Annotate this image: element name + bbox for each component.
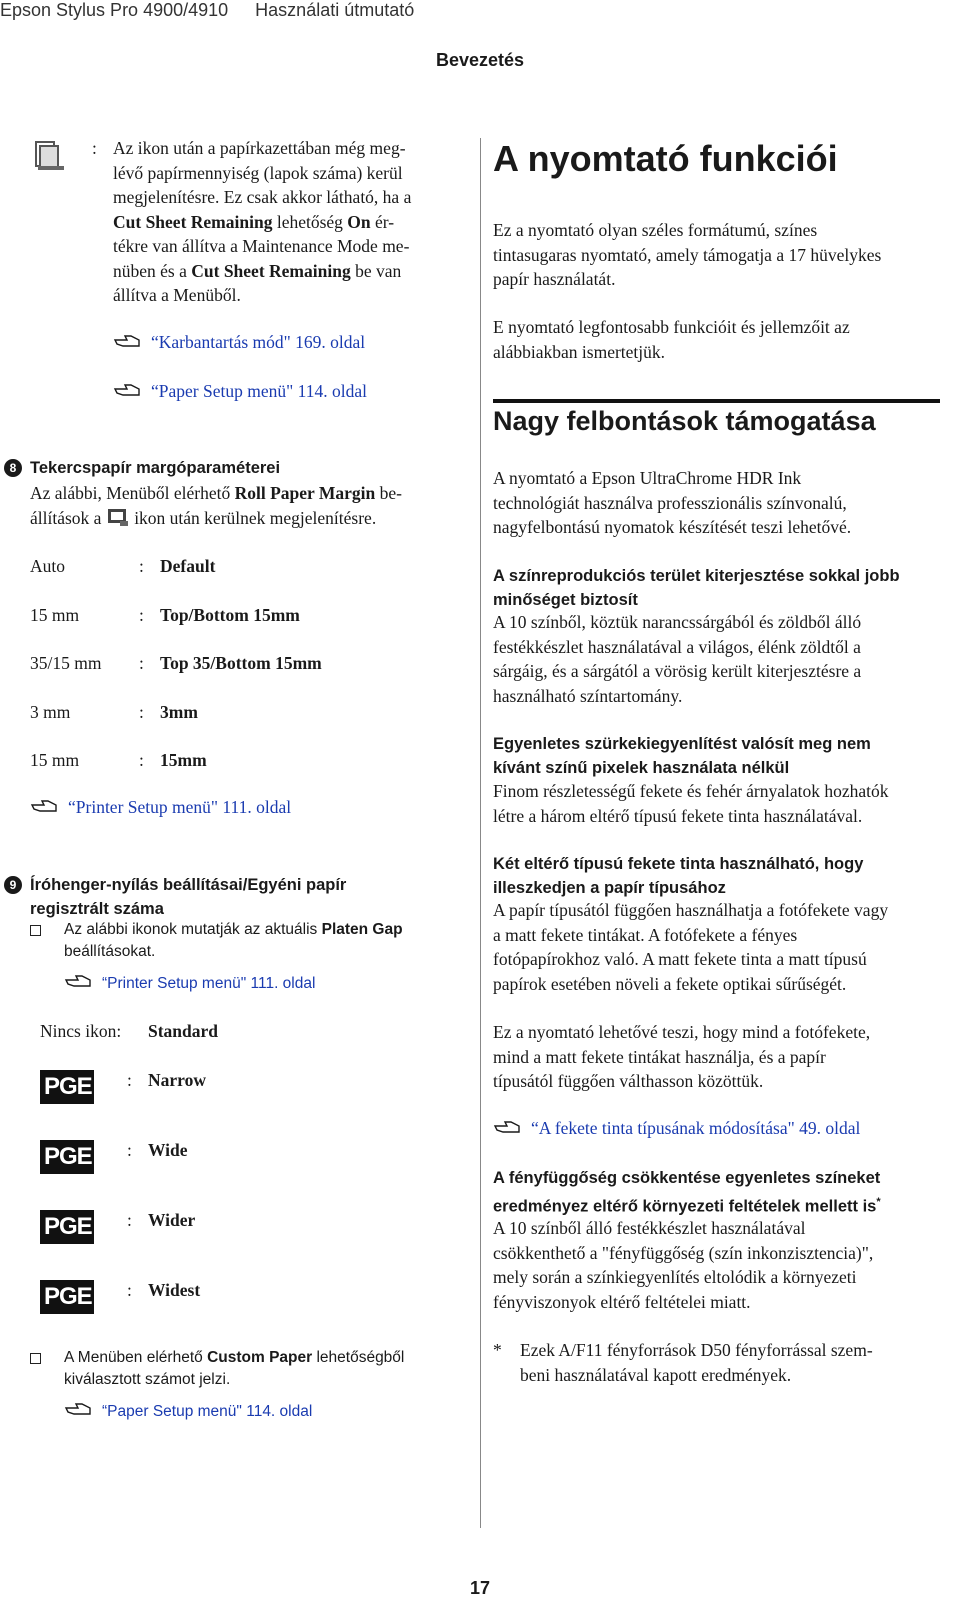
margin-table (30, 554, 470, 797)
step-number-8: 8 (4, 459, 22, 477)
footnote-text: Ezek A/F11 fényforrások D50 fényforrással szem- beni használatával kapott eredmények. (520, 1340, 873, 1385)
bullet-box (30, 925, 41, 936)
pointing-hand-icon (493, 1118, 523, 1136)
footnote-marker: * (493, 1340, 502, 1360)
margin-row: 15 mm : 15mm (30, 750, 207, 770)
gap-narrow: Narrow (148, 1070, 206, 1090)
text-line: Cut Sheet Remaining lehetőség On ér- (113, 211, 395, 232)
link-paper-setup-2[interactable]: “Paper Setup menü" 114. oldal (64, 1400, 312, 1421)
gap-widest: Widest (148, 1280, 201, 1300)
cut-sheet-description (113, 136, 463, 308)
margin-row: 3 mm : 3mm (30, 701, 198, 722)
text-line: Az alábbi, Menüből elérhető Roll Paper Margin be- (30, 483, 402, 503)
black-ink-heading: Két eltérő típusú fekete tinta használható, hogy illeszkedjen a papír típusához (493, 855, 864, 897)
text-line: állítva a Menüből. (113, 285, 241, 305)
gray-balance-paragraph: Finom részletességű fekete és fehér árnyalatok hozhatók létre a három eltérő típusú fekete tinta használatával. (493, 781, 889, 826)
colon: : (127, 1210, 132, 1230)
high-resolution-heading: Nagy felbontások támogatása (493, 406, 876, 436)
platen-gap-wider-icon: PGE (40, 1210, 94, 1244)
intro-paragraph-1: Ez a nyomtató olyan széles formátumú, színes tintasugaras nyomtató, amely támogatja a 17 hüvelykes papír használatát. (493, 220, 882, 289)
text-line: állítások a ikon után kerülnek megjelenítésre. (30, 507, 377, 528)
no-icon-value: Standard (148, 1021, 219, 1041)
margin-row: 35/15 mm : Top 35/Bottom 15mm (30, 653, 322, 673)
link-printer-setup[interactable]: “Printer Setup menü" 111. oldal (30, 797, 291, 818)
colon: : (127, 1280, 132, 1300)
platen-gap-heading: Íróhenger-nyílás beállításai/Egyéni papír regisztrált száma (30, 876, 347, 918)
link-paper-setup[interactable]: “Paper Setup menü" 114. oldal (113, 381, 367, 402)
metamerism-heading: A fényfüggőség csökkentése egyenletes színeket eredményez eltérő környezeti feltételek mellett is* (493, 1169, 881, 1216)
product-name: Epson Stylus Pro 4900/4910 (0, 0, 229, 20)
no-icon-label: Nincs ikon: (40, 1021, 122, 1041)
black-ink-paragraph: A papír típusától függően használhatja a fotófekete vagy a matt fekete tintákat. A fotófekete a fényes fotópapírokhoz való. A matt fekete tinta a matt típusú papírok esetében növeli a fekete optikai sűrűségét. (493, 900, 889, 994)
roll-paper-icon (106, 507, 130, 527)
color-gamut-paragraph: A 10 színből, köztük narancssárgából és zöldből álló festékkészlet használatával a világos, élénk zöldtől a sárgáig, és a sárgától a vörösig került kiterjesztésre a használható színtartomány. (493, 612, 862, 706)
section-title: Bevezetés (435, 50, 525, 70)
colon: : (127, 1140, 132, 1160)
link-printer-setup-2[interactable]: “Printer Setup menü" 111. oldal (64, 972, 315, 993)
pointing-hand-icon (113, 381, 143, 399)
pointing-hand-icon (64, 1400, 94, 1418)
gap-wide: Wide (148, 1140, 188, 1160)
cut-sheet-icon (34, 140, 66, 172)
link-black-ink-type[interactable]: “A fekete tinta típusának módosítása" 49. oldal (493, 1118, 860, 1139)
text-line: nüben és a Cut Sheet Remaining be van (113, 260, 402, 281)
platen-gap-wide-icon: PGE (40, 1140, 94, 1174)
text-line: tékre van állítva a Maintenance Mode me- (113, 236, 410, 256)
colon: : (127, 1070, 132, 1090)
roll-margin-description (30, 481, 470, 530)
colon: : (92, 138, 97, 158)
margin-row: 15 mm : Top/Bottom 15mm (30, 604, 300, 625)
black-ink-switch-paragraph: Ez a nyomtató lehetővé teszi, hogy mind a fotófekete, mind a matt fekete tintákat használja, és a papír típusától függően válthasson közöttük. (493, 1022, 871, 1091)
margin-row: Auto : Default (30, 556, 216, 576)
platen-gap-narrow-icon: PGE (40, 1070, 94, 1104)
platen-gap-widest-icon: PGE (40, 1280, 94, 1314)
link-karbantartas[interactable]: “Karbantartás mód" 169. oldal (113, 332, 365, 353)
text-line: lévő papírmennyiség (lapok száma) kerül (113, 162, 403, 183)
gray-balance-heading: Egyenletes szürkekiegyenlítést valósít meg nem kívánt színű pixelek használata nélkül (493, 735, 871, 777)
page-number: 17 (469, 1578, 491, 1598)
printer-features-title: A nyomtató funkciói (493, 138, 838, 179)
pointing-hand-icon (30, 797, 60, 815)
text-line: megjelenítésre. Ez csak akkor látható, ha a (113, 187, 412, 207)
metamerism-paragraph: A 10 színből álló festékkészlet használatával csökkenthető a "fényfüggőség (szín inkonzisztencia)", mely során a színkiegyenlítés eltolódik a környezeti fényviszonyok eltérő feltételei miatt. (493, 1218, 874, 1312)
pointing-hand-icon (64, 972, 94, 990)
bullet-box (30, 1353, 41, 1364)
custom-paper-text: A Menüben elérhető Custom Paper lehetőségből kiválasztott számot jelzi. (64, 1349, 405, 1388)
running-header (0, 0, 436, 21)
roll-margin-heading: Tekercspapír margóparaméterei (30, 459, 281, 477)
platen-gap-text: Az alábbi ikonok mutatják az aktuális Platen Gap beállításokat. (64, 921, 403, 960)
pointing-hand-icon (113, 332, 143, 350)
column-divider (480, 138, 481, 1528)
step-number-9: 9 (4, 876, 22, 894)
document-name: Használati útmutató (255, 0, 415, 20)
intro-paragraph-2: E nyomtató legfontosabb funkcióit és jellemzőit az alábbiakban ismertetjük. (493, 317, 850, 362)
color-gamut-heading: A színreprodukciós terület kiterjesztése sokkal jobb minőséget biztosít (493, 567, 900, 609)
gap-wider: Wider (148, 1210, 196, 1230)
heading-rule (493, 399, 940, 403)
text-line: Az ikon után a papírkazettában még meg- (113, 138, 406, 158)
high-resolution-paragraph: A nyomtató a Epson UltraChrome HDR Ink technológiát használva professzionális színvonalú, nagyfelbontású nyomatok készítését teszi lehetővé. (493, 468, 852, 537)
